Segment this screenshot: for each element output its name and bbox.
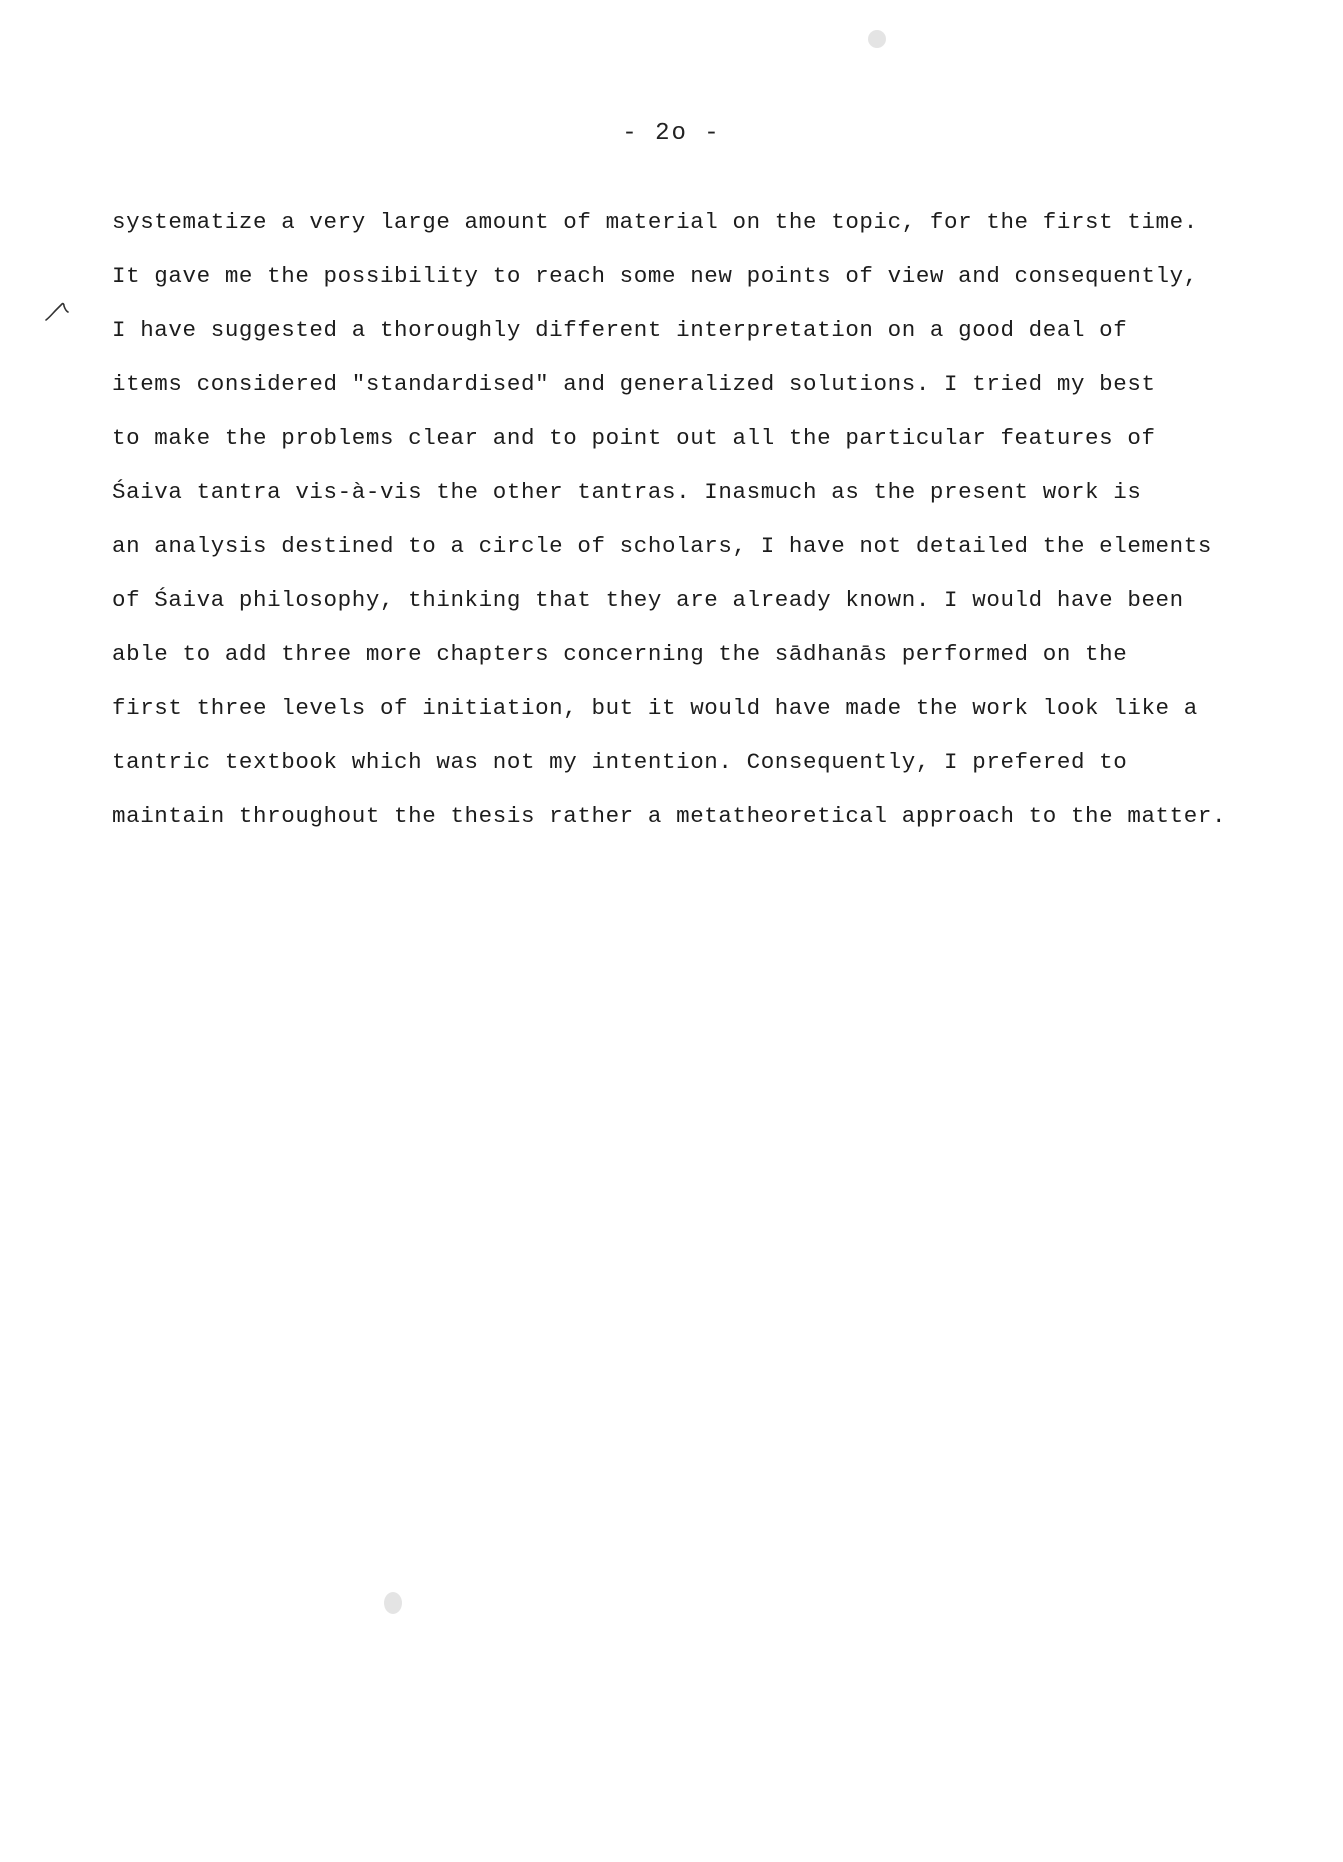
text-line: It gave me the possibility to reach some new points of view and consequently, [112, 263, 1198, 289]
body-paragraph [112, 195, 1332, 843]
text-line: items considered "standardised" and generalized solutions. I tried my best [112, 371, 1156, 397]
text-line: Śaiva tantra vis-à-vis the other tantras. Inasmuch as the present work is [112, 479, 1142, 505]
text-line: tantric textbook which was not my intention. Consequently, I prefered to [112, 749, 1128, 775]
handwritten-check-mark-icon [44, 300, 74, 324]
text-line: of Śaiva philosophy, thinking that they are already known. I would have been [112, 587, 1184, 613]
text-line: systematize a very large amount of material on the topic, for the first time. [112, 209, 1198, 235]
text-line: to make the problems clear and to point out all the particular features of [112, 425, 1156, 451]
text-line: maintain throughout the thesis rather a metatheoretical approach to the matter. [112, 803, 1227, 829]
text-line: I have suggested a thoroughly different interpretation on a good deal of [112, 317, 1128, 343]
scan-speck [384, 1592, 402, 1614]
scan-speck [868, 30, 886, 48]
text-line: able to add three more chapters concerning the sādhanās performed on the [112, 641, 1128, 667]
text-line: first three levels of initiation, but it would have made the work look like a [112, 695, 1198, 721]
text-line: an analysis destined to a circle of scholars, I have not detailed the elements [112, 533, 1212, 559]
page-number: - 2o - [622, 120, 721, 147]
